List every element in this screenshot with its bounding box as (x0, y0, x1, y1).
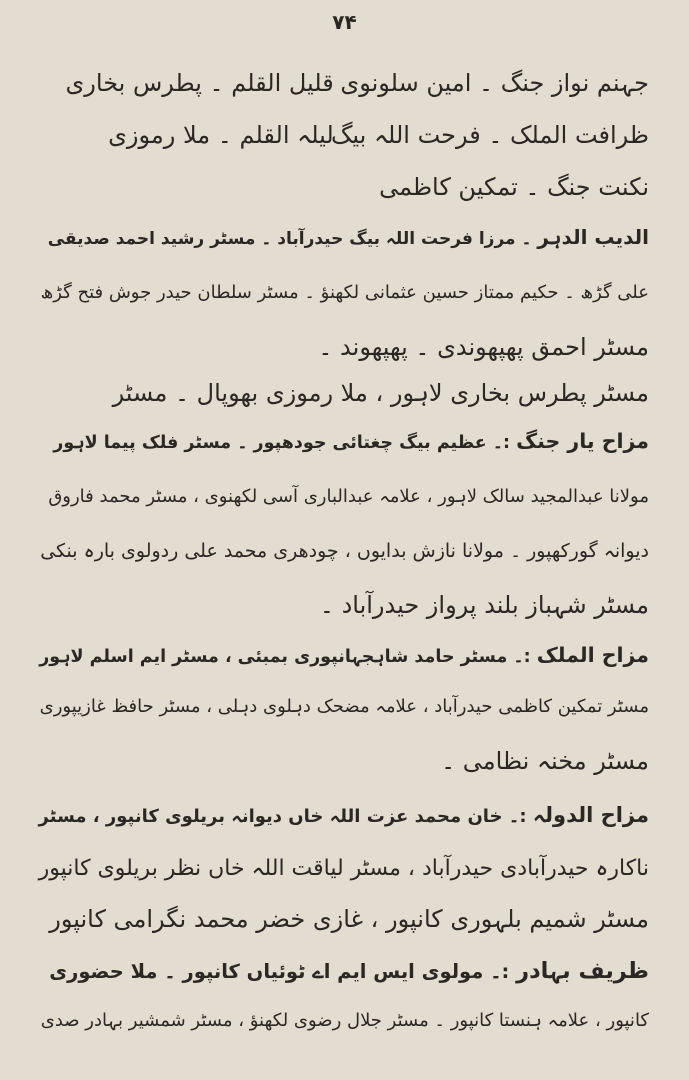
paragraph-line (49, 426, 649, 458)
section-heading: مزاح یار جنگ (516, 429, 649, 453)
text-line: :۔ خان محمد عزت اللہ خاں دیوانہ بریلوی کانپور ، مسٹر (38, 806, 527, 827)
text-line: مسٹر مخنہ نظامی ۔ (441, 747, 649, 775)
title-list-row (49, 68, 649, 98)
text-line: کانپور ، علامہ ہنستا کانپور ۔ مسٹر جلال رضوی لکھنؤ ، مسٹر شمشیر بہادر صدی (40, 1010, 649, 1031)
text-line: ۔ مرزا فرحت اللہ بیگ حیدرآباد ۔ مسٹر رشید احمد صدیقی (47, 229, 532, 249)
section-heading: مزاح الملک (536, 643, 649, 667)
paragraph-line (38, 800, 649, 832)
text-line: دیوانہ گورکھپور ۔ مولانا نازش بدایوں ، چودھری محمد علی ردولوی بارہ بنکی (40, 540, 649, 562)
text-line: ناکارہ حیدرآبادی حیدرآباد ، مسٹر لیاقت اللہ خاں نظر بریلوی کانپور (38, 856, 649, 881)
title-list-row (49, 172, 649, 202)
text-line: :۔ مولوی ایس ایم اے ٹوئیاں کانپور ۔ ملا حضوری (49, 960, 510, 983)
section-heading: ظریف بہادر (516, 958, 649, 984)
page-number: ۷۴ (332, 10, 357, 34)
title-list-row (49, 120, 649, 150)
text-line: مسٹر پطرس بخاری لاہور ، ملا رموزی بھوپال ۔ مسٹر (112, 379, 649, 407)
title-entry: جہنم نواز جنگ ۔ امین سلونوی (340, 69, 649, 97)
section-heading: الدیب الدہر (537, 225, 649, 249)
text-line: مسٹر شمیم بلہوری کانپور ، غازی خضر محمد نگرامی کانپور (49, 905, 649, 933)
paragraph-line (49, 222, 649, 254)
text-line: :۔ عظیم بیگ چغتائی جودھپور ۔ مسٹر فلک پیما لاہور (53, 433, 511, 453)
title-entry: لیلہ القلم ۔ ملا رموزی (108, 121, 334, 149)
paragraph-line (49, 956, 649, 987)
text-line: :۔ مسٹر حامد شاہجہانپوری بمبئی ، مسٹر ایم اسلم لاہور (39, 647, 531, 667)
title-entry: نکنت جنگ ۔ تمکین کاظمی (379, 173, 649, 201)
section-heading: مزاح الدولہ (532, 803, 649, 827)
paragraph-line (39, 640, 649, 672)
title-entry: ظرافت الملک ۔ فرحت اللہ بیگ (330, 121, 649, 149)
text-line: مولانا عبدالمجید سالک لاہور ، علامہ عبدالباری آسی لکھنوی ، مسٹر محمد فاروق (48, 486, 649, 507)
text-line: علی گڑھ ۔ حکیم ممتاز حسین عثمانی لکھنؤ ۔ مسٹر سلطان حیدر جوش فتح گڑھ (40, 282, 649, 303)
text-line: مسٹر تمکین کاظمی حیدرآباد ، علامہ مضحک دہلوی دہلی ، مسٹر حافظ غازیپوری (39, 696, 649, 717)
text-line: مسٹر شہباز بلند پرواز حیدرآباد ۔ (319, 591, 649, 619)
text-line: مسٹر احمق پھپھوندی ۔ پھپھوند ۔ (318, 333, 649, 361)
title-entry: قلیل القلم ۔ پطرس بخاری (65, 69, 334, 97)
